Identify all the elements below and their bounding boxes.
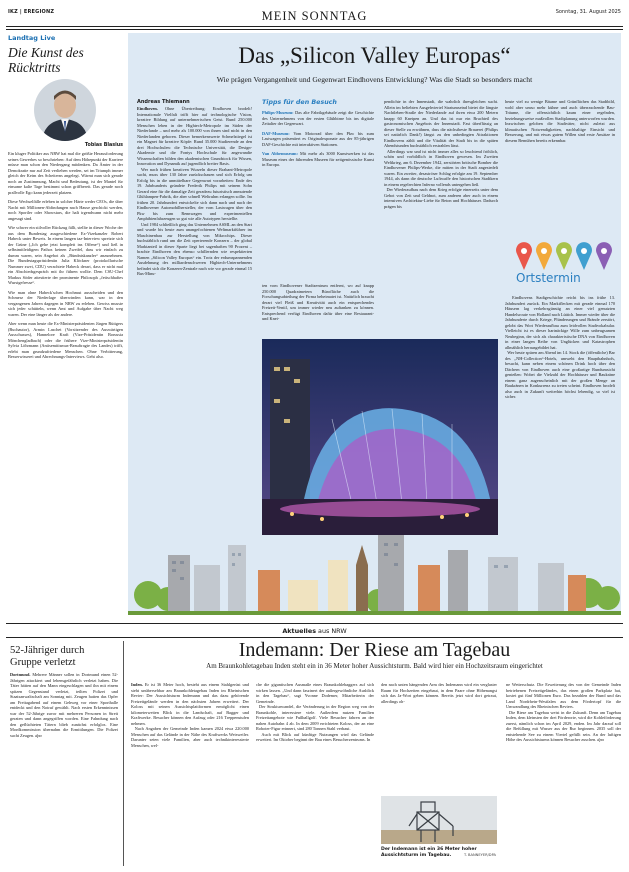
feature-column-4: heute viel zu wenige Bäume und Grünflächen das Stadtbild, wohl aber umso mehr kühne und auch überraschende Bau-Träume, die offensichtlich kaum einer regelnden, beziehungsweise maßvollen Stadtplanung unterworfen wurden. Inzwischen geloben die Stadtväter, nicht zuletzt aus klimatischen Notwendigkeiten, nachhaltige Einsicht und Besserung, und mit etwas gutem Willen sind erste Ansätze in diesem Bemühen bereits erkennbar. bbox=[505, 99, 615, 143]
feature-author: Andreas Thiemann bbox=[137, 99, 190, 105]
news-body-dortmund: Dortmund. Mehrere Männer sollen in Dortmund einen 52-Jährigen attackiert und lebensgefährlich verletzt haben. Die Täter hätten auf den Mann eingeschlagen und ihn mit einem spitzen Gegenstand verletzt, teilten Polizei und Staatsanwaltschaft am Sonntag mit. Zeugen hatten das Opfer am Freitagabend auf einem Gehweg vor einer Sporthalle entdeckt und den Notruf gewählt. Nach ersten Erkenntnissen war der 52-Jährige zuvor mit mehreren Personen in Streit geraten und dann angegriffen worden. Eine Fahndung nach den geflüchteten Tätern blieb zunächst erfolglos. Eine Mordkommission übernahm die Ermittlungen. Die Polizei sucht Zeugen. dpa bbox=[10, 672, 118, 738]
commentary-body bbox=[8, 151, 123, 360]
indemann-column-3: den nach unten hängenden Arm des Indemann wird ein verglaster Raum für Hochzeiten eingebaut, in dem Paare ohne Höhenangst sich das Ja-Wort geben können. Bereits jetzt wird dort getraut, allerdings oh- bbox=[381, 682, 497, 704]
feature-subheadline: Wie prägen Vergangenheit und Gegenwart Eindhovens Entwicklung? Was die Stadt so besonders macht bbox=[216, 75, 533, 84]
issue-date: Sonntag, 31. August 2025 bbox=[555, 9, 621, 15]
newspaper-logo: IKZ | EREGIONZ bbox=[8, 9, 55, 15]
aktuelles-bold: Aktuelles bbox=[282, 627, 316, 635]
paragraph: Wie man ohne Habeck'schen Hochmut ausscheiden und den Schmerz der Niederlage überwinden kann, war in den vergangenen Jahren dagegen in NRW zu erleben. Gewiss musste sich jeder schütteln, wenn Amt und Aufgabe über Nacht weg waren. Der eine länger als der andere. bbox=[8, 289, 123, 317]
feature-headline: Das „Silicon Valley Europas“ bbox=[238, 43, 511, 68]
feature-box-eindhoven bbox=[128, 33, 621, 615]
commentary-headline: Die Kunst des Rücktritts bbox=[8, 45, 84, 75]
header-rule-thin bbox=[6, 29, 623, 30]
blob-photo bbox=[262, 339, 498, 545]
city-skyline-illustration bbox=[128, 535, 621, 615]
indemann-column-4: ne Wetterschutz. Die Erweiterung des von der Gemeinde Inden betriebenen Freizeitgeländes, das einen großen Parkplatz hat, kostet gut fünf Millionen Euro. Das bezahlen der Bund und das Land Nordrhein-Westfalen aus dem Fördertopf für die Umwandlung des Rheinischen Reviers. Die Riese am Tagebau weist in die Zukunft. Denn am Tagebau Inden, dem kleinsten der drei Förderorte, wird die Kohleförderung zuerst, nämlich schon im April 2029, enden. Im Jahr darauf soll die Befüllung mit Wasser aus der Rur beginnen. 2035 soll der entstehende See zu einem Viertel gefüllt sein. An der luftigen Höhe des Aussichtsturms können Besucher zuschen. dpa bbox=[506, 682, 621, 742]
author-name: Tobias Blasius bbox=[84, 143, 123, 148]
aktuelles-label bbox=[0, 627, 629, 635]
tip-item: Van Abbemuseum: Mit mehr als 3000 Kunstwerken ist das Museum eines der führenden Museen für zeitgenössische Kunst in Europa. bbox=[262, 151, 374, 167]
tips-list bbox=[262, 110, 374, 172]
page-header bbox=[0, 0, 629, 28]
indemann-photo bbox=[381, 796, 497, 844]
tip-item: DAF-Museum: Vom Motorrad über den Pkw bis zum Lastwagen präsentiert es Originalexponate aus der 85-jährigen DAF-Geschichte mit interaktiven Stationen. bbox=[262, 130, 374, 147]
paragraph: Ein kluger Politiker aus NRW hat mal die größte Herausforderung seines Gewerbes so beschrieben: Auf dem Höhepunkt der Karriere müsse man schon den Niedergang mitdenken. Da Ämter in der Demokratie nur auf Zeit verliehen werden, sei im Triumph immer gleich der Keim des Scheiterns angelegt. Wärmt man sich gerade noch an Zustimmung, Macht und Bedeutung, ist der Mantel für einsame kalte Tage bestimmt schon griffbereit. Das gerade noch prallvolle Ego kann jederzeit platzen. bbox=[8, 151, 123, 195]
feature-column-2: ten vom Eindhovener Stadtzentrum entfernt, wo auf knapp 250.000 Quadratmetern Bürofläche auch die Forschungsabteilung der Firma beheimatet ist. Natürlich braucht derart viel Fleiß und Kreativität auch ein entsprechendes Freizeit-Ventil, um immer wieder neu auftanken zu können. Entsprechend verfügt Eindhoven dafür über eine Restaurant- und Knei- bbox=[262, 283, 374, 321]
column-divider bbox=[123, 641, 124, 866]
paragraph: Eindhoven. Ohne Übertreibung: Eindhoven brodelt! Internationale Vielfalt trifft hier auf technologische Vision, kreative Bildung auf unternehmerischen Geist. Rund 250.000 Menschen leben in der Hightech-Metropole im Süden der Niederlande – und mehr als 100.000 von ihnen sind nicht in den Niederlanden geboren. Dieser bemerkenswerte Schmelztiegel ist ein Magnet für kreative Köpfe: Rund 35.000 Studierende an den drei Hochschulen: die Technische Universität, die Design-Akademie und die Fontys Hochschule für angewandte Wissenschaften bilden den akademischen Grundstock für Wissen, Innovation und Dynamik auf jugendlich breiter Basis. bbox=[137, 106, 252, 166]
section-masthead: MEIN SONNTAG bbox=[261, 9, 368, 23]
paragraph: Wie schwer ein stilvoller Rückzug fällt, stellte in dieser Woche der aus dem Bundestag ausgeschiedene Ex-Vizekanzler Robert Habeck unter Beweis. In einem langen taz-Interview spreizte sich der Grüne („Ich gehe jetzt komplett ins Offene“) und ließ in selbstmitleidigem Pathos keinen Zweifel, dass wir einfach zu dumm waren, sein Angebot als „Bündniskanzler“ anzunehmen. Die Bundestagspräsidentin Julia Klöckner (protokollarische Nummer zwei, CDU) verachtete Habeck derart, dass er nicht mal ein Abschiedsgespräch mit ihr führen wollte. Dem CSU-Chef Markus Söder attestierte der prominente Philosoph „fetischhaftes Wurstgefresse“. bbox=[8, 225, 123, 285]
indemann-photo-caption: Der Indemann ist ein 36 Meter hoher Aussichtsturm im Tagebau. bbox=[381, 847, 477, 858]
tip-item: Philips-Museum: Das alte Fabrikgebäude zeigt die Geschichte des Unternehmens von der ersten Glühbirne bis ins digitale Zeitalter der Gegenwart. bbox=[262, 110, 374, 126]
section-rule-thin bbox=[6, 637, 623, 638]
tips-heading: Tipps für den Besuch bbox=[262, 99, 337, 106]
header-rule bbox=[6, 26, 623, 27]
author-portrait bbox=[34, 79, 96, 141]
section-rule bbox=[6, 623, 623, 624]
news-subheadline-indemann: Am Braunkohletagebau Inden steht ein in 36 Meter hoher Aussichtsturm. Bald wird hier ein Hochzeitsraum eingerichtet bbox=[206, 662, 543, 670]
indemann-column-2: che die gigantischen Ausmaße eines Braunkohlebaggers auf sich wirken lassen. „Und dann faszinert der außergewöhnliche Ausblick in den Tagebau“, sagt Yvonne Dodemer, Mitarbeiterin der Gemeinde. Der Strukturwandel, die Veränderung in der Region weg von der Braunkohle, interessiere viele. Außerdem nutzen Familien Freizeitangebote wie Fußballgolf. Viele Besucher fahren an der nahen Autobahn 4 ab. In dem 2009 errichteten Koloss, der an eine Roboter-Figur erinnert, sind 280 Tonnen Stahl verbaut. Auch mit Blick auf künftige Nutzungen wird das Gelände erweitert. Im Oktober beginnt der Bau eines Besucherzentrums. In bbox=[256, 682, 374, 742]
column-kicker: Landtag Live bbox=[8, 34, 56, 42]
news-headline-dortmund: 52-Jähriger durch Gruppe verletzt bbox=[10, 645, 85, 668]
aktuelles-rest: aus NRW bbox=[316, 627, 347, 635]
paragraph: Diese Wechselfälle erleben in solcher Härte weder CEOs, die über Nacht mit Millionen-Abfindungen nach Hause geschickt werden, noch Sportler oder Showstars, die halt irgendwann nicht mehr angesagt sind. bbox=[8, 199, 123, 221]
indemann-photo-credit: T. BANNEYER/DPA bbox=[464, 853, 496, 857]
news-headline-indemann: Indemann: Der Riese am Tagebau bbox=[238, 639, 511, 661]
ortstermin-label: Ortstermin bbox=[516, 271, 581, 285]
feature-column-1 bbox=[137, 106, 252, 277]
paragraph: Aber wenn man heute die Ex-Ministerpräsidenten Jürgen Rüttgers (Buchautor), Armin Laschet (Vorsitzender des Auswärtigen Ausschusses), Hannelore Kraft (Vize-Präsidentin Borussia Mönchengladbach) oder die frühere Vize-Ministerpräsidentin Sylvia Löhrmann (Antisemitismus-Beauftragte des Landes) trifft, erlebt man grundzufriedene Menschen. Ohne Verbitterung, Besserwisserei und Abrechnungs-Interviews. Geht also. bbox=[8, 321, 123, 359]
feature-column-4-continued: Eindhovens Stadtgeschichte reicht bis ins frühe 13. Jahrhundert zurück. Ein Marktflecken mit gerade einmal 170 Häusern lag verkehrsgünstig an einer viel genutzten Handelsroute von Holland nach Lüttich. Immer wieder über die Jahrhunderte durch Kriege, Plünderungen und Brände zerstört, gelobt das Wort Wiederaufbau zum leidvollen Stadtvokabular. Vielleicht ist es dieser hartnäckige Wille zum unbeugsamen Neubeginn, der sich als charakteristische DNA von Eindhoven in einer langen Reihe von Unglücken und Katastrophen allmählich herausgebildet hat. Wer heute spüren am Abend im 14. Stock die (öffentliche) Bar des „NH-Collection“-Hotels, umweht den Hauptbahnhofs, besucht, kann neben einem schönen Drink hoch über den Dächern von Eindhoven auch eine großartige Rundumsicht genießen: Wobei die Vielzahl der Hochhäuser und Baukräne einem ganz augenscheinlich mit der großen Menge an Baukränen in Konkurrenz zu treten scheint. Eindhoven brodelt also auch in Zukunft weiterhin höchst lebendig, so viel ist sicher. bbox=[505, 295, 615, 399]
paragraph: Wer nach frühen kreativen Wurzeln dieser Brabant-Metropole sucht, muss über 130 Jahre zurückschauen und sich Erfolg um Erfolg bis in die unmittelbare Gegenwart vorarbeiten: Ende des 19. Jahrhunderts gründete Frederik Philips mit seinem Sohn Gerard eine für die damalige Zeit geradezu futuristisch anmutende Glühlampen-Fabrik, die aber schnell Weltruhm erlangen sollte. Im frühen 20. Jahrhundert entwickelte sich dann nach und nach der Eindhovener Automobilhersteller, der vom Lastwagen über den Pkw bis zum Rennwagen und experimentellen Amphibienfahrzeugen so gut wie alle Autotypen herstellte. bbox=[137, 166, 252, 221]
feature-column-3: pendichte in der Innenstadt, die wahrlich ihresgleichen sucht. Allein im beliebten Ausgehviertel Stratumseind bietet die längste Nachtleben-Straße der Niederlande auf ihren etwa 200 Metern knapp 60 Kneipen an. Und das ist nur ein Bruchteil des gastronomischen Angebots der Innenstadt. Fast überflüssig an dieser Stelle zu erwähnen, dass die nächstbeste Brauerei (Philips sei natürlich Dank!) längst zu den unbedingten Attraktionen Eindhovens zählt und die Vitalität der Stadt bis in die späten Abendstunden buchstäblich erstrahlen lässt. Allerdings war und ist nicht immer alles so leuchtend fröhlich, schön und vorbildlich in Eindhoven gewesen. Im Zweiten Weltkrieg, am 6. Dezember 1942, zerstörten britische Bomber die Eindhovener Philips-Werke, die mitten in der Stadt angesiedelt waren. Ein zweiter, desaströser Schlag erfolgte am 19. September 1944, als dann die deutsche Luftwaffe den historischen Stadtkern in einem regelrechten Inferno vollends untergehen ließ. Der Wiederaufbau nach dem Krieg erfolgte einerseits unter dem Gebot von Zeit und Geldnot, zum anderen aber auch in einem intensiven Architektur-Liebe für Beton und Hochhäuser. Dadurch prägen bis bbox=[384, 99, 498, 209]
paragraph: Und 1984 schließlich ging das Unternehmen ASML an den Start und wurde bis heute zum unangefochtenen Weltmarktführer im Maschinenbau zur Herstellung von Mikrochips. Dieser buchstäblich rund um die Zeit operierende Konzern – der global Marktanteil in dieser Sparte liegt bei sagenhaften 90 Prozent – brachte Eindhoven den ebenso schillernden wie respektierten Namen „Silicon Valley Europas“ ein. Trotz der erdumspannenden Ausdehnung des milliardenschweren Hightech-Unternehmens befindet sich die Konzern-Zentrale nach wie vor gerade einmal 15 Bus-Minu- bbox=[137, 221, 252, 276]
commentary-column bbox=[8, 34, 123, 364]
indemann-column-1: Inden. Er ist 36 Meter hoch, besteht aus einem Stahlgerüst und steht unübersehbar am Braunkohletagebau Inden im Rheinischen Revier: Der Aussichtsturm Indemann und das dazu gehörende Freizeitgelände werden in den nächsten Jahren erweitert. Der Koloss mit seinen Aussichtsplattformen ermöglicht einen kilometerweiten Blick in die Landschaft, auf Bagger und Kraftwerke. Besucher können den Aufzug oder 216 Treppenstufen nehmen. Nach Angaben der Gemeinde Inden kamen 2024 etwa 220.000 Menschen auf das Gelände in der Nähe des Kraftwerks Weisweiler. Darunter seien viele Familien, aber auch technikinteressierte Menschen, wel- bbox=[131, 682, 249, 748]
